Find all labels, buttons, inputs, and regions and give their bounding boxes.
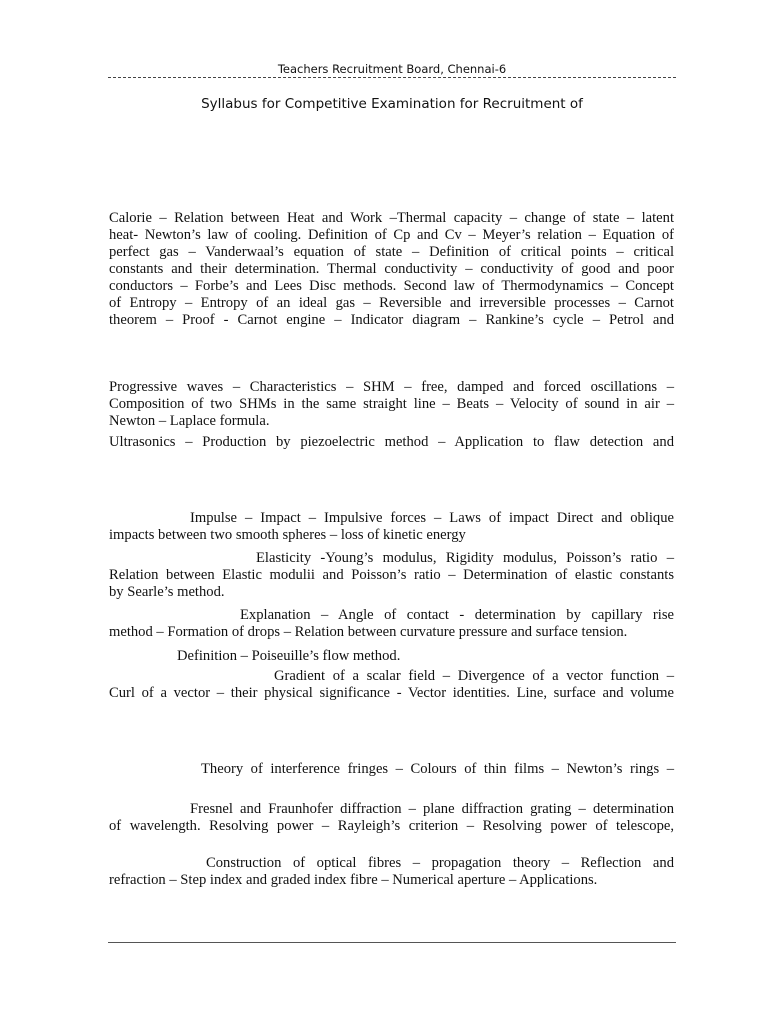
text-line: theorem – Proof - Carnot engine – Indicator diagram – Rankine’s cycle – Petrol and [109, 312, 674, 328]
text-line: Theory of interference fringes – Colours of thin films – Newton’s rings – [201, 761, 674, 777]
text-line: Explanation – Angle of contact - determination by capillary rise [240, 607, 674, 623]
text-line: Curl of a vector – their physical significance - Vector identities. Line, surface and volume [109, 685, 674, 701]
paragraph-impulse [109, 510, 674, 544]
text-line: refraction – Step index and graded index fibre – Numerical aperture – Applications. [109, 872, 598, 888]
text-line: perfect gas – Vanderwaal’s equation of state – Definition of critical points – critical [109, 244, 674, 260]
text-line: conductors – Forbe’s and Lees Disc methods. Second law of Thermodynamics – Concept [109, 278, 674, 294]
paragraph-vectors [109, 668, 674, 702]
text-line: impacts between two smooth spheres – loss of kinetic energy [109, 527, 466, 543]
text-line: Construction of optical fibres – propagation theory – Reflection and [206, 855, 674, 871]
text-line: of wavelength. Resolving power – Rayleigh’s criterion – Resolving power of telescope, [109, 818, 674, 834]
text-line: of Entropy – Entropy of an ideal gas – Reversible and irreversible processes – Carnot [109, 295, 674, 311]
paragraph-viscosity [109, 648, 674, 665]
paragraph-fibre-optics [109, 855, 674, 889]
text-line: Elasticity -Young’s modulus, Rigidity modulus, Poisson’s ratio – [256, 550, 674, 566]
text-line: Impulse – Impact – Impulsive forces – Laws of impact Direct and oblique [190, 510, 674, 526]
text-line: Ultrasonics – Production by piezoelectric method – Application to flaw detection and [109, 434, 674, 450]
text-line: Calorie – Relation between Heat and Work –Thermal capacity – change of state – latent [109, 210, 674, 226]
paragraph-heat [109, 210, 674, 329]
text-line: Relation between Elastic modulii and Poisson’s ratio – Determination of elastic constants [109, 567, 674, 583]
text-line: Composition of two SHMs in the same straight line – Beats – Velocity of sound in air – [109, 396, 674, 412]
page-subtitle: Syllabus for Competitive Examination for Recruitment of [201, 96, 583, 112]
text-line: Gradient of a scalar field – Divergence of a vector function – [274, 668, 674, 684]
text-line: Fresnel and Fraunhofer diffraction – plane diffraction grating – determination [190, 801, 674, 817]
header-divider [108, 77, 676, 78]
text-line: constants and their determination. Thermal conductivity – conductivity of good and poor [109, 261, 674, 277]
text-line: Definition – Poiseuille’s flow method. [177, 648, 401, 664]
footer-divider [108, 942, 676, 943]
paragraph-waves [109, 379, 674, 430]
paragraph-surface-tension [109, 607, 674, 641]
paragraph-diffraction [109, 801, 674, 835]
text-line: Newton – Laplace formula. [109, 413, 270, 429]
paragraph-interference [109, 761, 674, 778]
paragraph-elasticity [109, 550, 674, 601]
text-line: Progressive waves – Characteristics – SHM – free, damped and forced oscillations – [109, 379, 674, 395]
paragraph-ultrasonics [109, 434, 674, 451]
text-line: method – Formation of drops – Relation between curvature pressure and surface tension. [109, 624, 628, 640]
text-line: heat- Newton’s law of cooling. Definition of Cp and Cv – Meyer’s relation – Equation of [109, 227, 674, 243]
header-org: Teachers Recruitment Board, Chennai-6 [277, 62, 507, 76]
text-line: by Searle’s method. [109, 584, 225, 600]
